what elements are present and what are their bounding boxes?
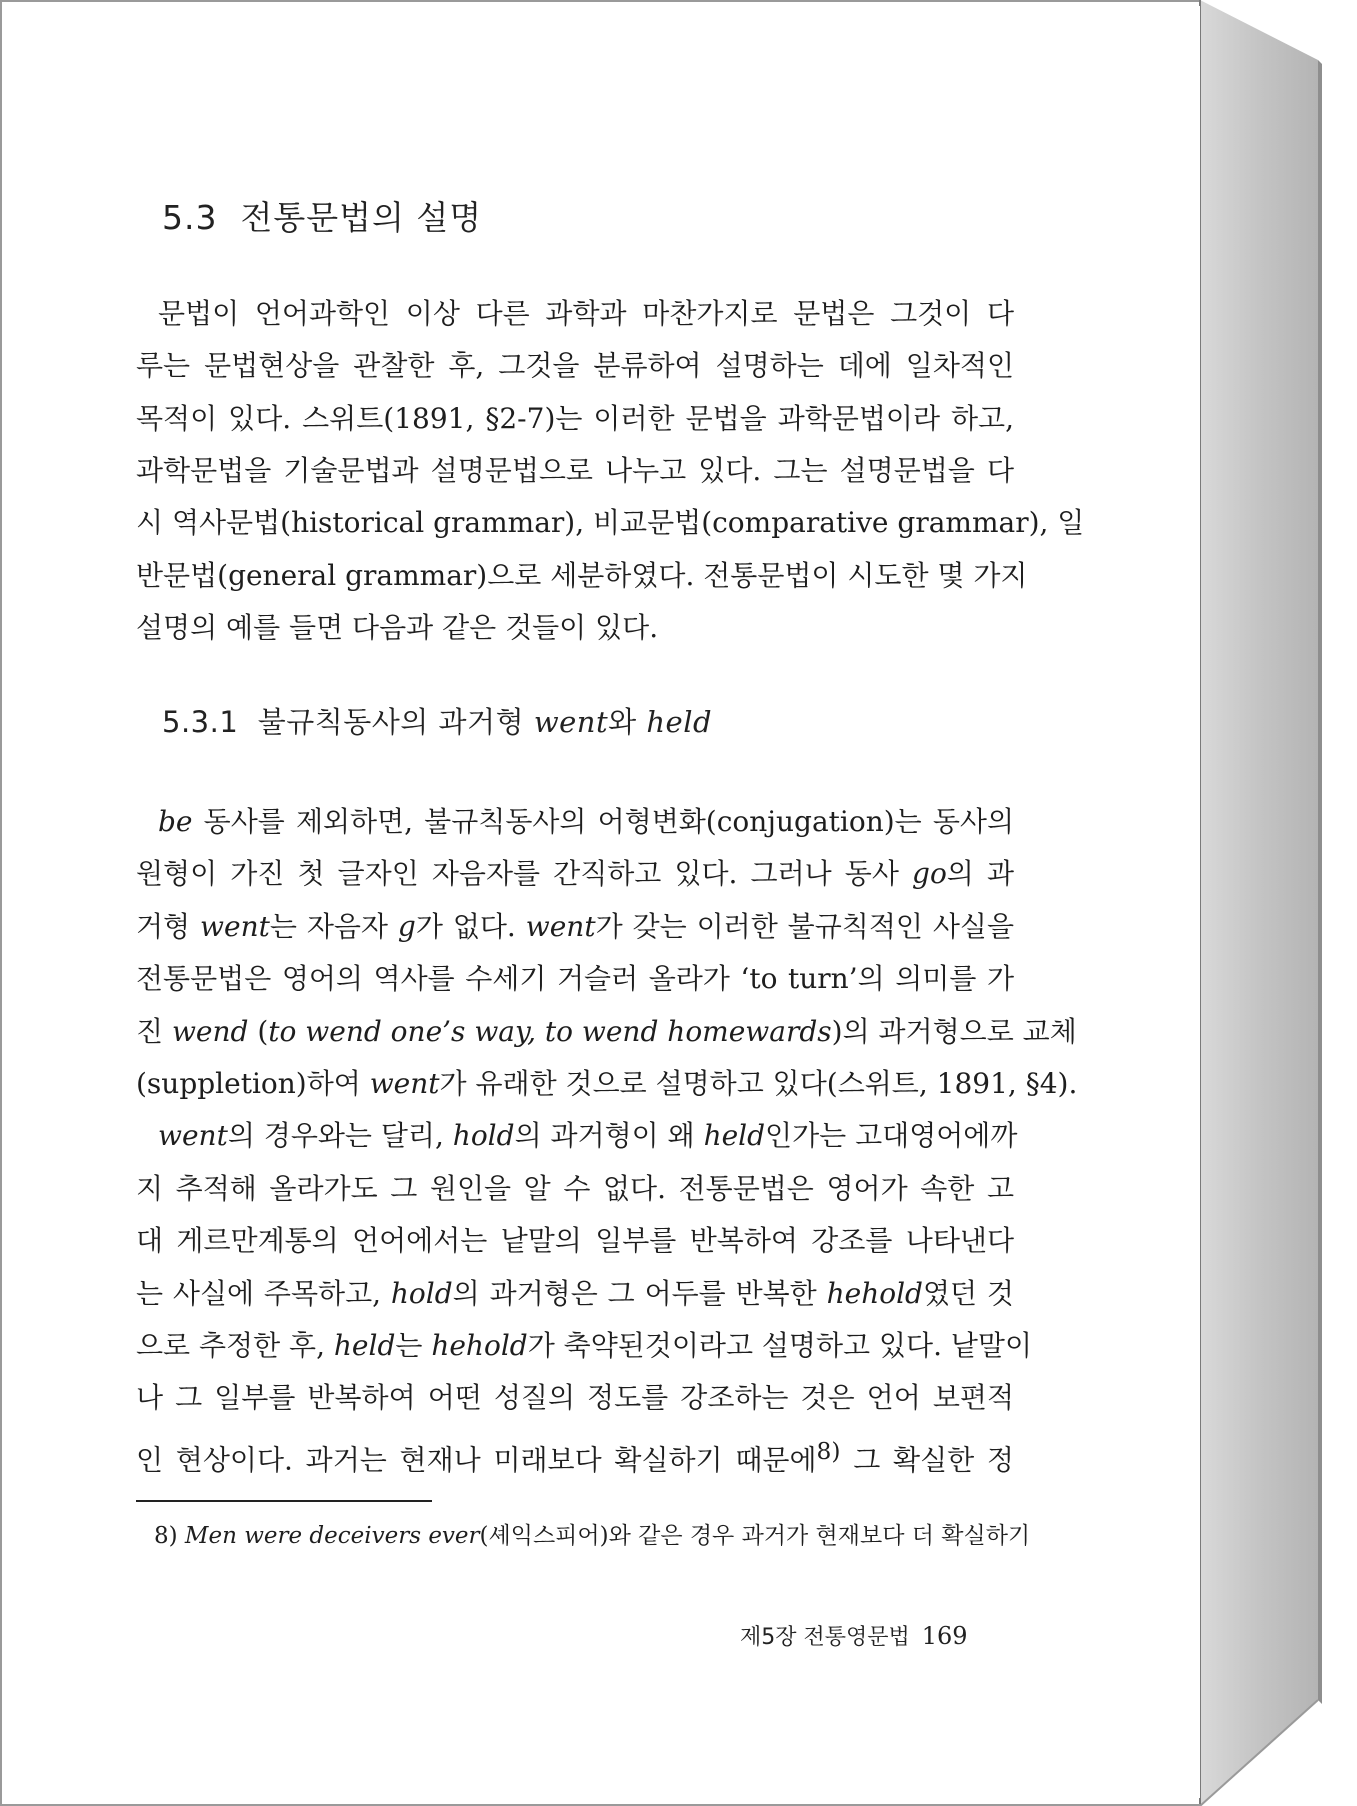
body-line: 지 추적해 올라가도 그 원인을 알 수 없다. 전통문법은 영어가 속한 고 — [136, 1171, 1014, 1205]
footnote-divider — [136, 1500, 432, 1502]
body-line: 는 사실에 주목하고, hold의 과거형은 그 어두를 반복한 hehold였던 것 — [136, 1276, 1014, 1310]
page-number: 169 — [921, 1622, 968, 1650]
section-number: 5.3 — [162, 198, 218, 237]
body-line: 진 wend (to wend one’s way, to wend homewards)의 과거형으로 교체 — [136, 1014, 1077, 1048]
intro-line: 문법이 언어과학인 이상 다른 과학과 마찬가지로 문법은 그것이 다 — [158, 297, 1014, 330]
body-line: 원형이 가진 첫 글자인 자음자를 간직하고 있다. 그러나 동사 go의 과 — [136, 857, 1014, 891]
body-line: 거형 went는 자음자 g가 없다. went가 갖는 이러한 불규칙적인 사실을 — [136, 909, 1014, 943]
body-line: 전통문법은 영어의 역사를 수세기 거슬러 올라가 ‘to turn’의 의미를 가 — [136, 962, 1014, 996]
body-line: 인 현상이다. 과거는 현재나 미래보다 확실하기 때문에$^{8)}$ 그 확실한 정 — [136, 1436, 1014, 1477]
subsection-number: 5.3.1 — [162, 705, 239, 739]
section-title: 전통문법의 설명 — [240, 198, 483, 237]
page-footer — [740, 1620, 968, 1651]
subsection-word-held: held — [646, 705, 713, 739]
intro-line: 반문법(general grammar)으로 세분하였다. 전통문법이 시도한 몇 가지 — [136, 558, 1028, 592]
body-line: 으로 추정한 후, held는 hehold가 축약된것이라고 설명하고 있다. 낱말이 — [136, 1329, 1033, 1362]
body-line: 대 게르만계통의 언어에서는 낱말의 일부를 반복하여 강조를 나타낸다 — [136, 1224, 1014, 1258]
footnote-marker: 8) — [154, 1523, 178, 1549]
body-line: 나 그 일부를 반복하여 어떤 성질의 정도를 강조하는 것은 언어 보편적 — [136, 1381, 1014, 1415]
body-line: (suppletion)하여 went가 유래한 것으로 설명하고 있다(스위트, 1891, §4). — [136, 1067, 1078, 1100]
subsection-heading — [162, 700, 712, 741]
footnote-quote: Men were deceivers ever — [184, 1523, 480, 1549]
intro-line: 설명의 예를 들면 다음과 같은 것들이 있다. — [136, 610, 659, 644]
body-line: went의 경우와는 달리, hold의 과거형이 왜 held인가는 고대영어에까 — [158, 1119, 1018, 1153]
subsection-word-went: went — [533, 705, 609, 739]
footnote — [154, 1521, 1030, 1551]
footnote-text: (셰익스피어)와 같은 경우 과거가 현재보다 더 확실하기 — [479, 1523, 1031, 1549]
body-line: be 동사를 제외하면, 불규칙동사의 어형변화(conjugation)는 동사의 — [158, 805, 1014, 838]
intro-line: 시 역사문법(historical grammar), 비교문법(comparative grammar), 일 — [136, 506, 1085, 540]
intro-line: 과학문법을 기술문법과 설명문법으로 나누고 있다. 그는 설명문법을 다 — [136, 453, 1014, 487]
subsection-title-prefix: 불규칙동사의 과거형 — [257, 705, 525, 739]
subsection-connector: 와 — [608, 705, 637, 739]
intro-line: 루는 문법현상을 관찰한 후, 그것을 분류하여 설명하는 데에 일차적인 — [136, 349, 1014, 383]
intro-line: 목적이 있다. 스위트(1891, §2-7)는 이러한 문법을 과학문법이라 하고, — [136, 401, 1014, 435]
footer-chapter: 제5장 전통영문법 — [740, 1625, 910, 1650]
section-heading — [162, 192, 482, 239]
